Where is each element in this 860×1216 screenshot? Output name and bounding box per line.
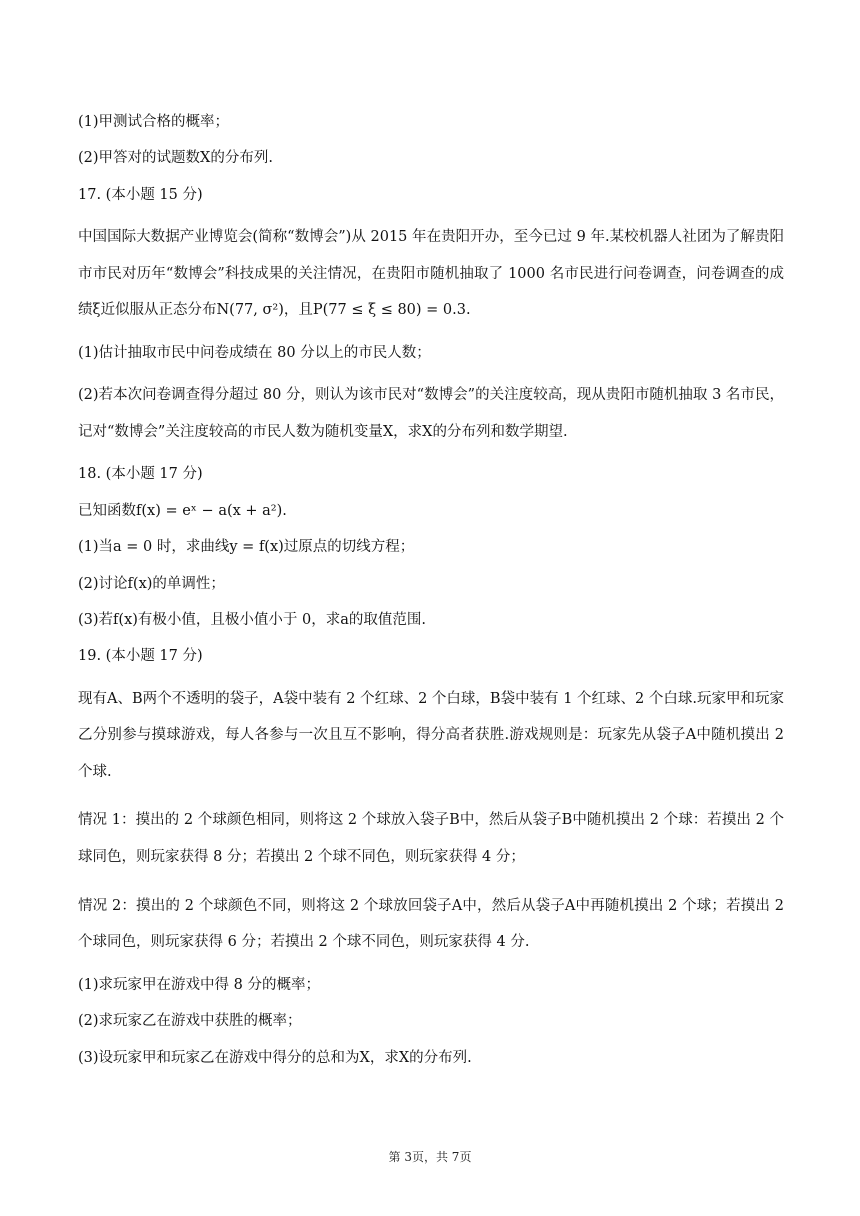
q19-sub3: (3)设玩家甲和玩家乙在游戏中得分的总和为X，求X的分布列. (78, 1049, 472, 1066)
q18-sub3: (3)若f(x)有极小值，且极小值小于 0，求a的取值范围. (78, 611, 426, 628)
q17-sub1: (1)估计抽取市民中问卷成绩在 80 分以上的市民人数； (78, 344, 431, 361)
q19-case2: 情况 2：摸出的 2 个球颜色不同，则将这 2 个球放回袋子A中，然后从袋子A中再随机摸出 2 个球；若摸出 2 个球同色，则玩家获得 6 分；若摸出 2 个球不同色，则玩家获得 4 分. (78, 897, 784, 950)
q18-body: 已知函数f(x) = eˣ − a(x + a²). (78, 502, 287, 519)
q19-case1: 情况 1：摸出的 2 个球颜色相同，则将这 2 个球放入袋子B中，然后从袋子B中随机摸出 2 个球：若摸出 2 个球同色，则玩家获得 8 分；若摸出 2 个球不同色，则玩家获得 4 分； (78, 812, 784, 865)
page-footer: 第 3页，共 7页 (388, 1150, 472, 1164)
q17-body: 中国国际大数据产业博览会(简称“数博会”)从 2015 年在贵阳开办，至今已过 9 年.某校机器人社团为了解贵阳市市民对历年“数博会”科技成果的关注情况，在贵阳市随机抽取了 1000 名市民进行问卷调查，问卷调查的成绩ξ近似服从正态分布N(77, σ²)，且P(77 ≤ ξ ≤ 80) = 0.3. (78, 229, 784, 318)
q18-sub1: (1)当a = 0 时，求曲线y = f(x)过原点的切线方程； (78, 539, 415, 556)
q18-sub2: (2)讨论f(x)的单调性； (78, 575, 225, 592)
q19-sub2: (2)求玩家乙在游戏中获胜的概率； (78, 1013, 302, 1030)
q16-sub1: (1)甲测试合格的概率； (78, 114, 230, 130)
q19-body: 现有A、B两个不透明的袋子，A袋中装有 2 个红球、2 个白球，B袋中装有 1 个红球、2 个白球.玩家甲和玩家乙分别参与摸球游戏，每人各参与一次且互不影响，得分高者获胜.游戏规则是：玩家先从袋子A中随机摸出 2 个球. (78, 690, 784, 780)
page-content (78, 110, 784, 1082)
q17-sub2: (2)若本次问卷调查得分超过 80 分，则认为该市民对“数博会”的关注度较高，现从贵阳市随机抽取 3 名市民，记对“数博会”关注度较高的市民人数为随机变量X，求X的分布列和数学期望. (78, 387, 784, 440)
q19-heading: 19. (本小题 17 分) (78, 648, 203, 665)
q18-heading: 18. (本小题 17 分) (78, 466, 203, 483)
q19-sub1: (1)求玩家甲在游戏中得 8 分的概率； (78, 976, 320, 993)
q16-sub2: (2)甲答对的试题数X的分布列. (78, 150, 273, 167)
q17-heading: 17. (本小题 15 分) (78, 186, 203, 203)
